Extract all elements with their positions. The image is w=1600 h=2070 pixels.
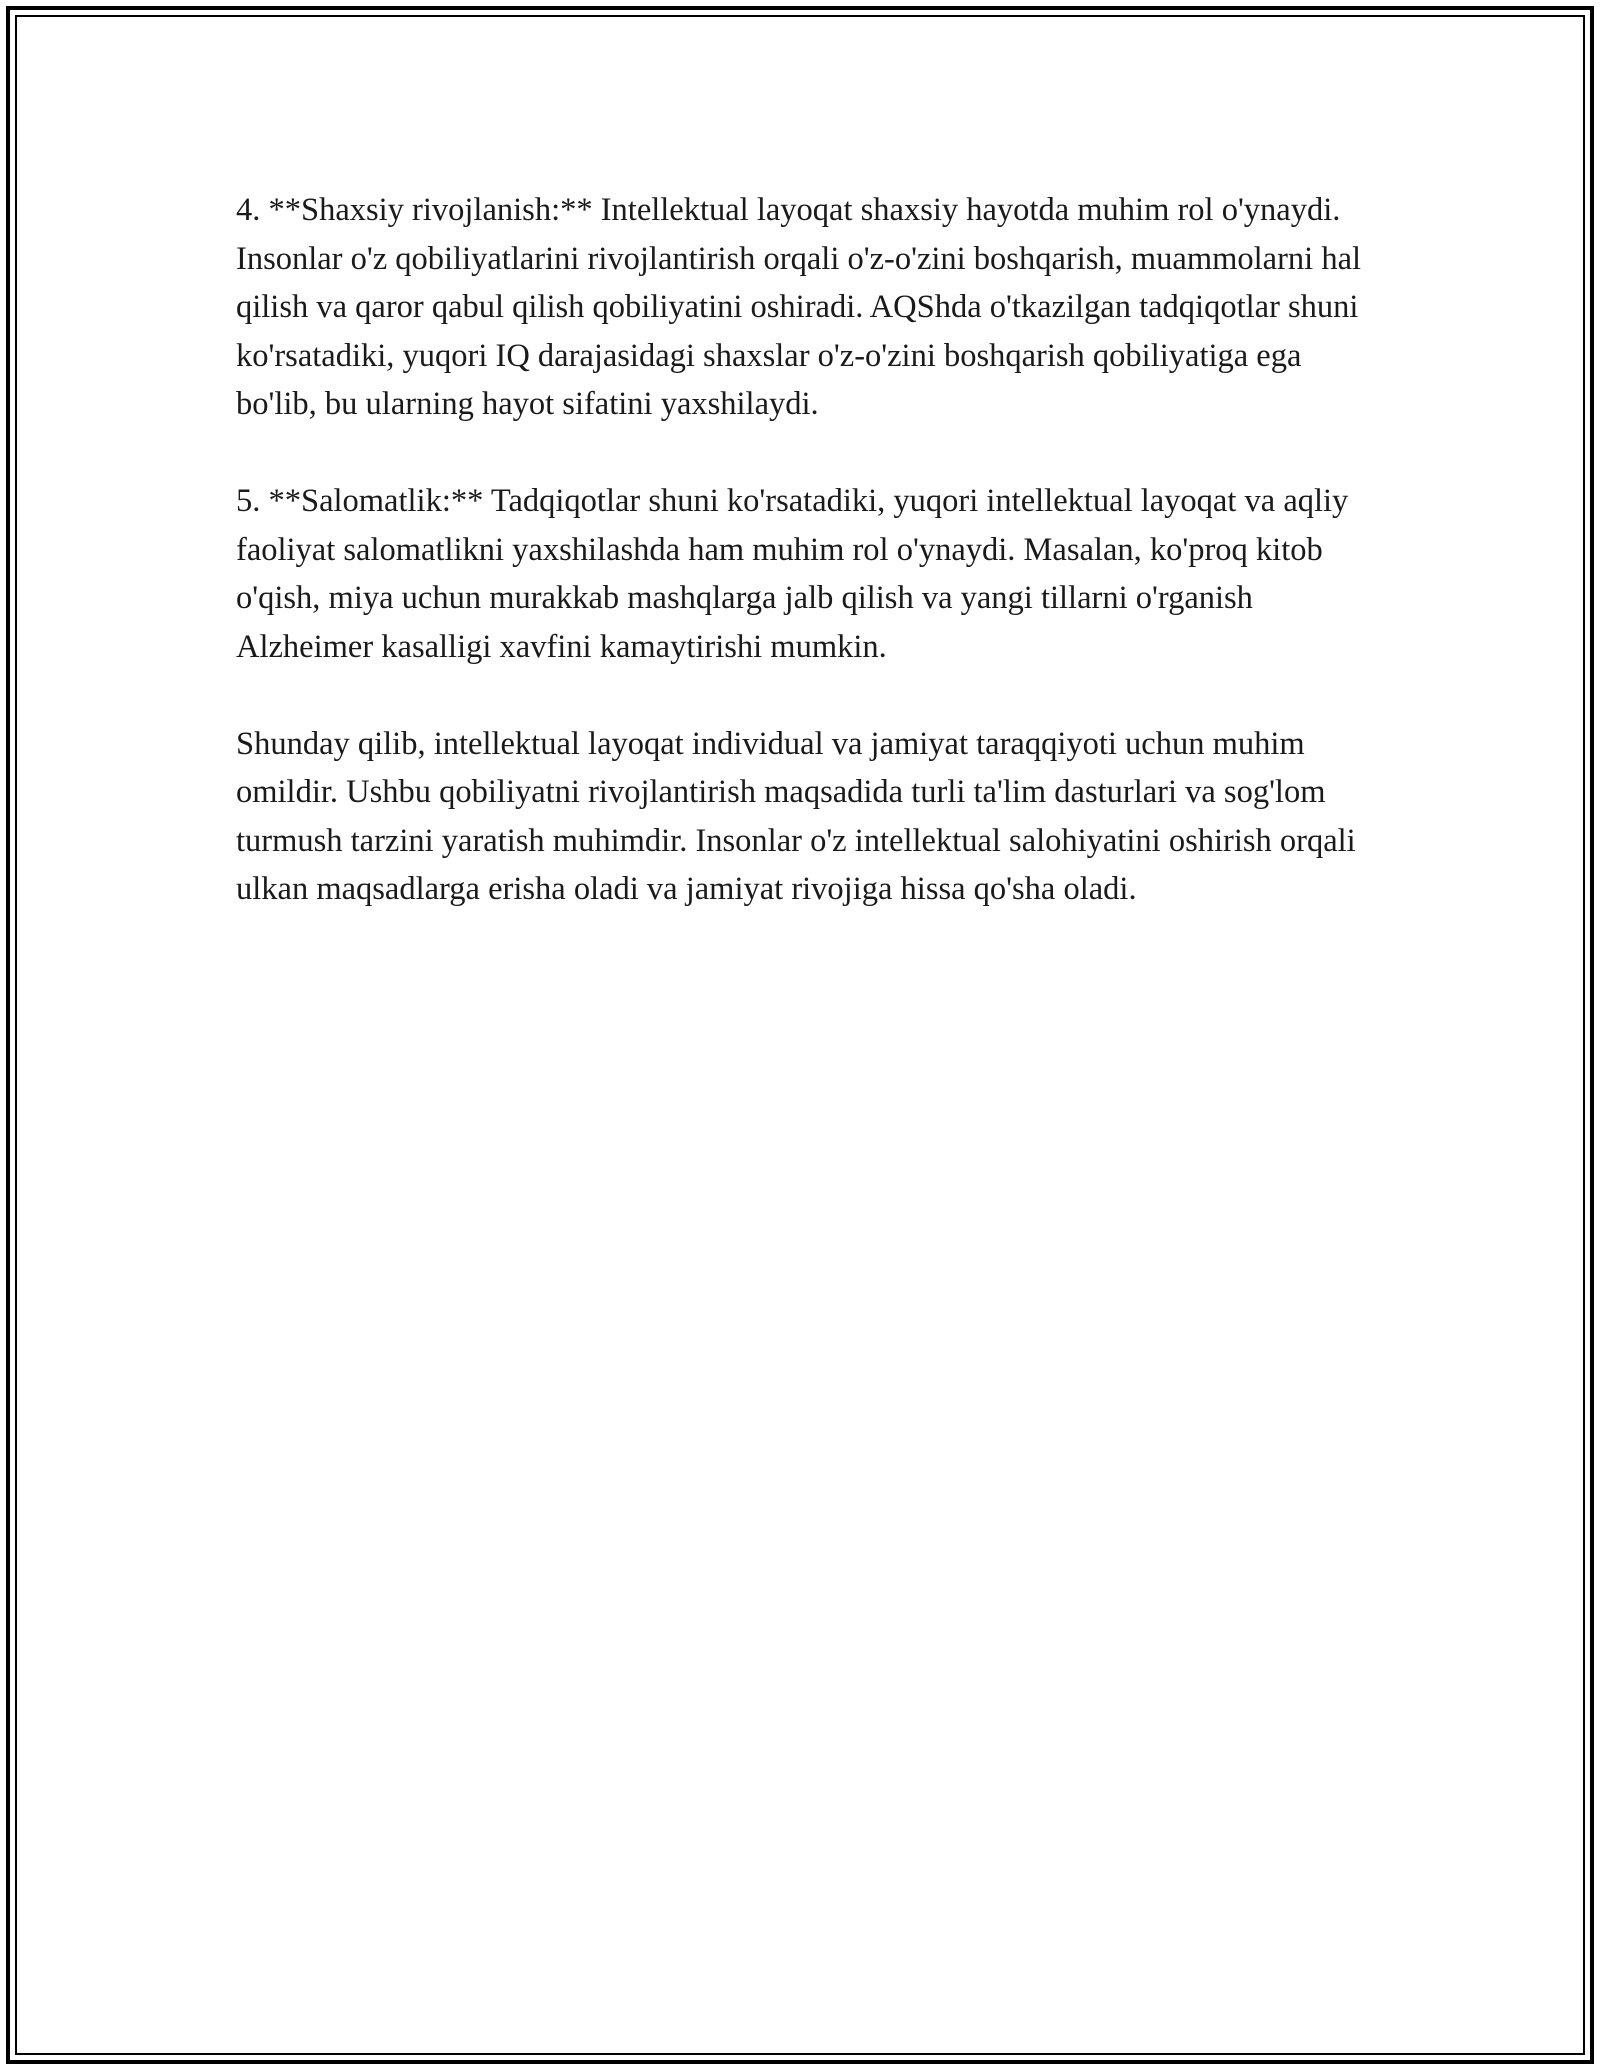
document-body [236,186,1376,962]
paragraph-personal-development: 4. **Shaxsiy rivojlanish:** Intellektual layoqat shaxsiy hayotda muhim rol o'ynaydi. Insonlar o'z qobiliyatlarini rivojlantirish orqali o'z-o'zini boshqarish, muammolarni hal qilish va qaror qabul qilish qobiliyatini oshiradi. AQShda o'tkazilgan tadqiqotlar shuni ko'rsatadiki, yuqori IQ darajasidagi shaxslar o'z-o'zini boshqarish qobiliyatiga ega bo'lib, bu ularning hayot sifatini yaxshilaydi. [236,192,1362,422]
paragraph-health: 5. **Salomatlik:** Tadqiqotlar shuni ko'rsatadiki, yuqori intellektual layoqat va aqliy faoliyat salomatlikni yaxshilashda ham muhim rol o'ynaydi. Masalan, ko'proq kitob o'qish, miya uchun murakkab mashqlarga jalb qilish va yangi tillarni o'rganish Alzheimer kasalligi xavfini kamaytirishi mumkin. [236,483,1349,665]
paragraph-conclusion: Shunday qilib, intellektual layoqat individual va jamiyat taraqqiyoti uchun muhim omildir. Ushbu qobiliyatni rivojlantirish maqsadida turli ta'lim dasturlari va sog'lom turmush tarzini yaratish muhimdir. Insonlar o'z intellektual salohiyatini oshirish orqali ulkan maqsadlarga erisha oladi va jamiyat rivojiga hissa qo'sha oladi. [236,725,1356,907]
